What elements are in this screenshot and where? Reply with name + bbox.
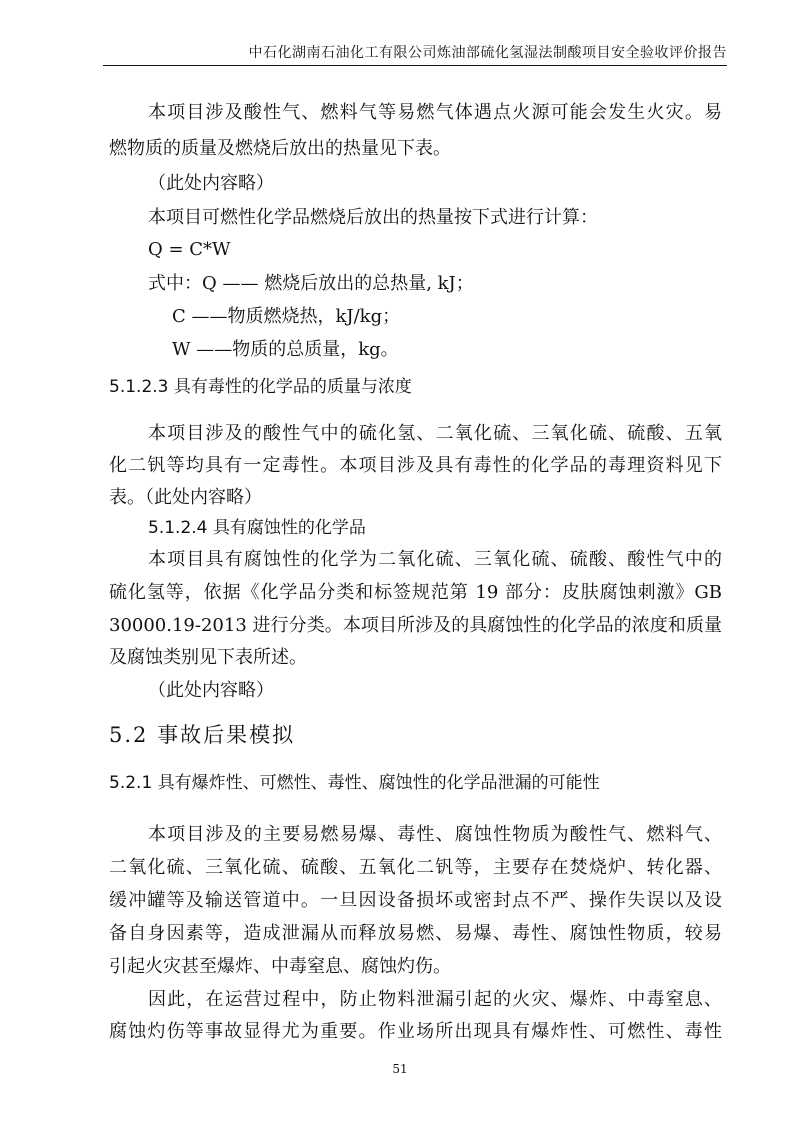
leak-para-1-line-5: 引起火灾甚至爆炸、中毒窒息、腐蚀灼伤。 — [109, 956, 451, 977]
fire-line-1: 本项目涉及酸性气、燃料气等易燃气体遇点火源可能会发生火灾。易 — [148, 102, 722, 123]
corrosive-line-1: 本项目具有腐蚀性的化学为二氧化硫、三氧化硫、硫酸、酸性气中的 — [148, 549, 722, 570]
toxic-line-2: 化二钒等均具有一定毒性。本项目涉及具有毒性的化学品的毒理资料见下 — [109, 455, 722, 476]
leak-para-1-line-1: 本项目涉及的主要易燃易爆、毒性、腐蚀性物质为酸性气、燃料气、 — [148, 824, 722, 845]
fire-line-2: 燃物质的质量及燃烧后放出的热量见下表。 — [109, 138, 451, 159]
toxic-line-1: 本项目涉及的酸性气中的硫化氢、二氧化硫、三氧化硫、硫酸、五氧 — [148, 423, 722, 444]
corrosive-line-3: 30000.19-2013 进行分类。本项目所涉及的具腐蚀性的化学品的浓度和质量 — [109, 615, 722, 636]
leak-para-1-line-2: 二氧化硫、三氧化硫、硫酸、五氧化二钒等，主要存在焚烧炉、转化器、 — [109, 857, 722, 878]
formula-where-w: W ——物质的总质量，kg。 — [172, 339, 399, 360]
formula-where-c: C ——物质燃烧热，kJ/kg； — [172, 306, 401, 327]
header-divider — [103, 65, 727, 66]
leak-para-1-line-3: 缓冲罐等及输送管道中。一旦因设备损坏或密封点不严、操作失误以及设 — [109, 890, 722, 911]
calc-intro: 本项目可燃性化学品燃烧后放出的热量按下式进行计算： — [148, 207, 598, 228]
toxic-line-3: 表。（此处内容略） — [109, 487, 262, 508]
leak-para-2-line-2: 腐蚀灼伤等事故显得尤为重要。作业场所出现具有爆炸性、可燃性、毒性 — [109, 1021, 722, 1042]
leak-para-2-line-1: 因此，在运营过程中，防止物料泄漏引起的火灾、爆炸、中毒窒息、 — [148, 989, 722, 1010]
page-number: 51 — [392, 1062, 408, 1076]
formula-where-q: 式中：Q —— 燃烧后放出的总热量, kJ； — [148, 273, 474, 294]
corrosive-line-4: 及腐蚀类别见下表所述。 — [109, 647, 307, 668]
formula: Q = C*W — [148, 239, 231, 260]
header-title: 中石化湖南石油化工有限公司炼油部硫化氢湿法制酸项目安全验收评价报告 — [248, 45, 727, 61]
corrosive-line-2: 硫化氢等，依据《化学品分类和标签规范第 19 部分：皮肤腐蚀刺激》GB — [109, 582, 722, 603]
fire-omitted-note: （此处内容略） — [148, 173, 274, 194]
corrosive-heading: 5.1.2.4 具有腐蚀性的化学品 — [148, 518, 366, 538]
section-5-2-1-heading: 5.2.1 具有爆炸性、可燃性、毒性、腐蚀性的化学品泄漏的可能性 — [109, 773, 600, 793]
corrosive-omitted-note: （此处内容略） — [148, 680, 274, 701]
toxic-heading: 5.1.2.3 具有毒性的化学品的质量与浓度 — [109, 377, 412, 397]
section-5-2-heading: 5.2 事故后果模拟 — [109, 723, 296, 747]
leak-para-1-line-4: 备自身因素等，造成泄漏从而释放易燃、易爆、毒性、腐蚀性物质，较易 — [109, 923, 722, 944]
